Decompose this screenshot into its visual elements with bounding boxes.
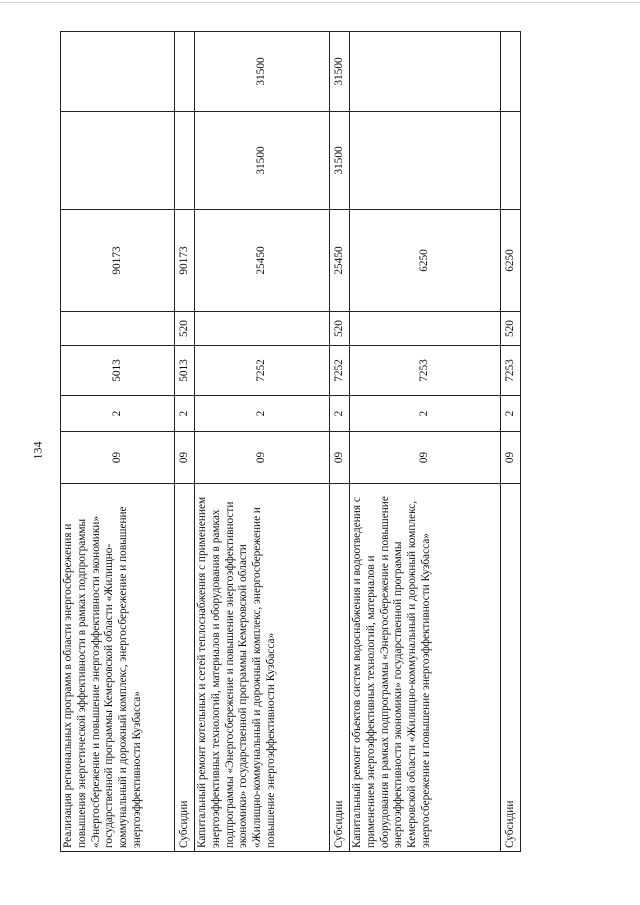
row-description: Реализация региональных программ в области энергосбережения и повышения энергетической эффективности в рамках подпрограммы «Энергосбережение и повышение энергоэффективности экономики» государственной программы Кемеровской области «Жилищно-коммунальный и дорожный комплекс, энергосбережение и повышение энергоэффективности Кузбасса» [61, 484, 175, 852]
code-section: 09 [350, 432, 501, 484]
code-program: 2 [501, 396, 521, 432]
value-year-1: 25450 [195, 210, 330, 312]
code-expense-type: 520 [501, 312, 521, 346]
code-section: 09 [330, 432, 350, 484]
value-year-2: 31500 [195, 112, 330, 210]
value-year-1: 6250 [350, 210, 501, 312]
row-description: Субсидии [175, 484, 195, 852]
value-year-3 [175, 32, 195, 112]
code-item: 5013 [175, 346, 195, 396]
value-year-3 [61, 32, 175, 112]
code-program: 2 [350, 396, 501, 432]
code-expense-type [350, 312, 501, 346]
page-number: 134 [30, 441, 45, 460]
value-year-1: 25450 [330, 210, 350, 312]
value-year-3: 31500 [195, 32, 330, 112]
value-year-2 [350, 112, 501, 210]
value-year-1: 90173 [175, 210, 195, 312]
row-description: Субсидии [501, 484, 521, 852]
table-row [61, 32, 175, 852]
code-expense-type: 520 [330, 312, 350, 346]
code-program: 2 [195, 396, 330, 432]
value-year-2 [175, 112, 195, 210]
code-program: 2 [175, 396, 195, 432]
code-expense-type: 520 [175, 312, 195, 346]
code-program: 2 [330, 396, 350, 432]
row-description: Капитальный ремонт объектов систем водоснабжения и водоотведения с применением энергоэффективных технологий, материалов и оборудования в рамках подпрограммы «Энергосбережение и повышение энергоэффективности экономики» государственной программы Кемеровской области «Жилищно-коммунальный и дорожный комплекс, энергосбережение и повышение энергоэффективности Кузбасса» [350, 484, 501, 852]
code-item: 7252 [195, 346, 330, 396]
code-section: 09 [195, 432, 330, 484]
code-item: 7252 [330, 346, 350, 396]
table-row [350, 32, 501, 852]
value-year-2 [61, 112, 175, 210]
value-year-1: 6250 [501, 210, 521, 312]
code-program: 2 [61, 396, 175, 432]
code-item: 7253 [501, 346, 521, 396]
code-item: 5013 [61, 346, 175, 396]
table-row [195, 32, 330, 852]
value-year-1: 90173 [61, 210, 175, 312]
row-description: Субсидии [330, 484, 350, 852]
code-expense-type [61, 312, 175, 346]
value-year-3: 31500 [330, 32, 350, 112]
value-year-2: 31500 [330, 112, 350, 210]
code-item: 7253 [350, 346, 501, 396]
budget-table [60, 31, 521, 852]
value-year-3 [501, 32, 521, 112]
row-description: Капитальный ремонт котельных и сетей теплоснабжения с применением энергоэффективных технологий, материалов и оборудования в рамках подпрограммы «Энергосбережение и повышение энергоэффективности экономики» государственной программы Кемеровской области «Жилищно-коммунальный и дорожный комплекс, энергосбережение и повышение энергоэффективности Кузбасса» [195, 484, 330, 852]
value-year-2 [501, 112, 521, 210]
value-year-3 [350, 32, 501, 112]
scan-edge-line [0, 2, 640, 3]
table-row [175, 32, 195, 852]
table-row [330, 32, 350, 852]
code-section: 09 [501, 432, 521, 484]
code-section: 09 [61, 432, 175, 484]
code-section: 09 [175, 432, 195, 484]
table-row [501, 32, 521, 852]
code-expense-type [195, 312, 330, 346]
rotated-budget-table [60, 32, 516, 852]
